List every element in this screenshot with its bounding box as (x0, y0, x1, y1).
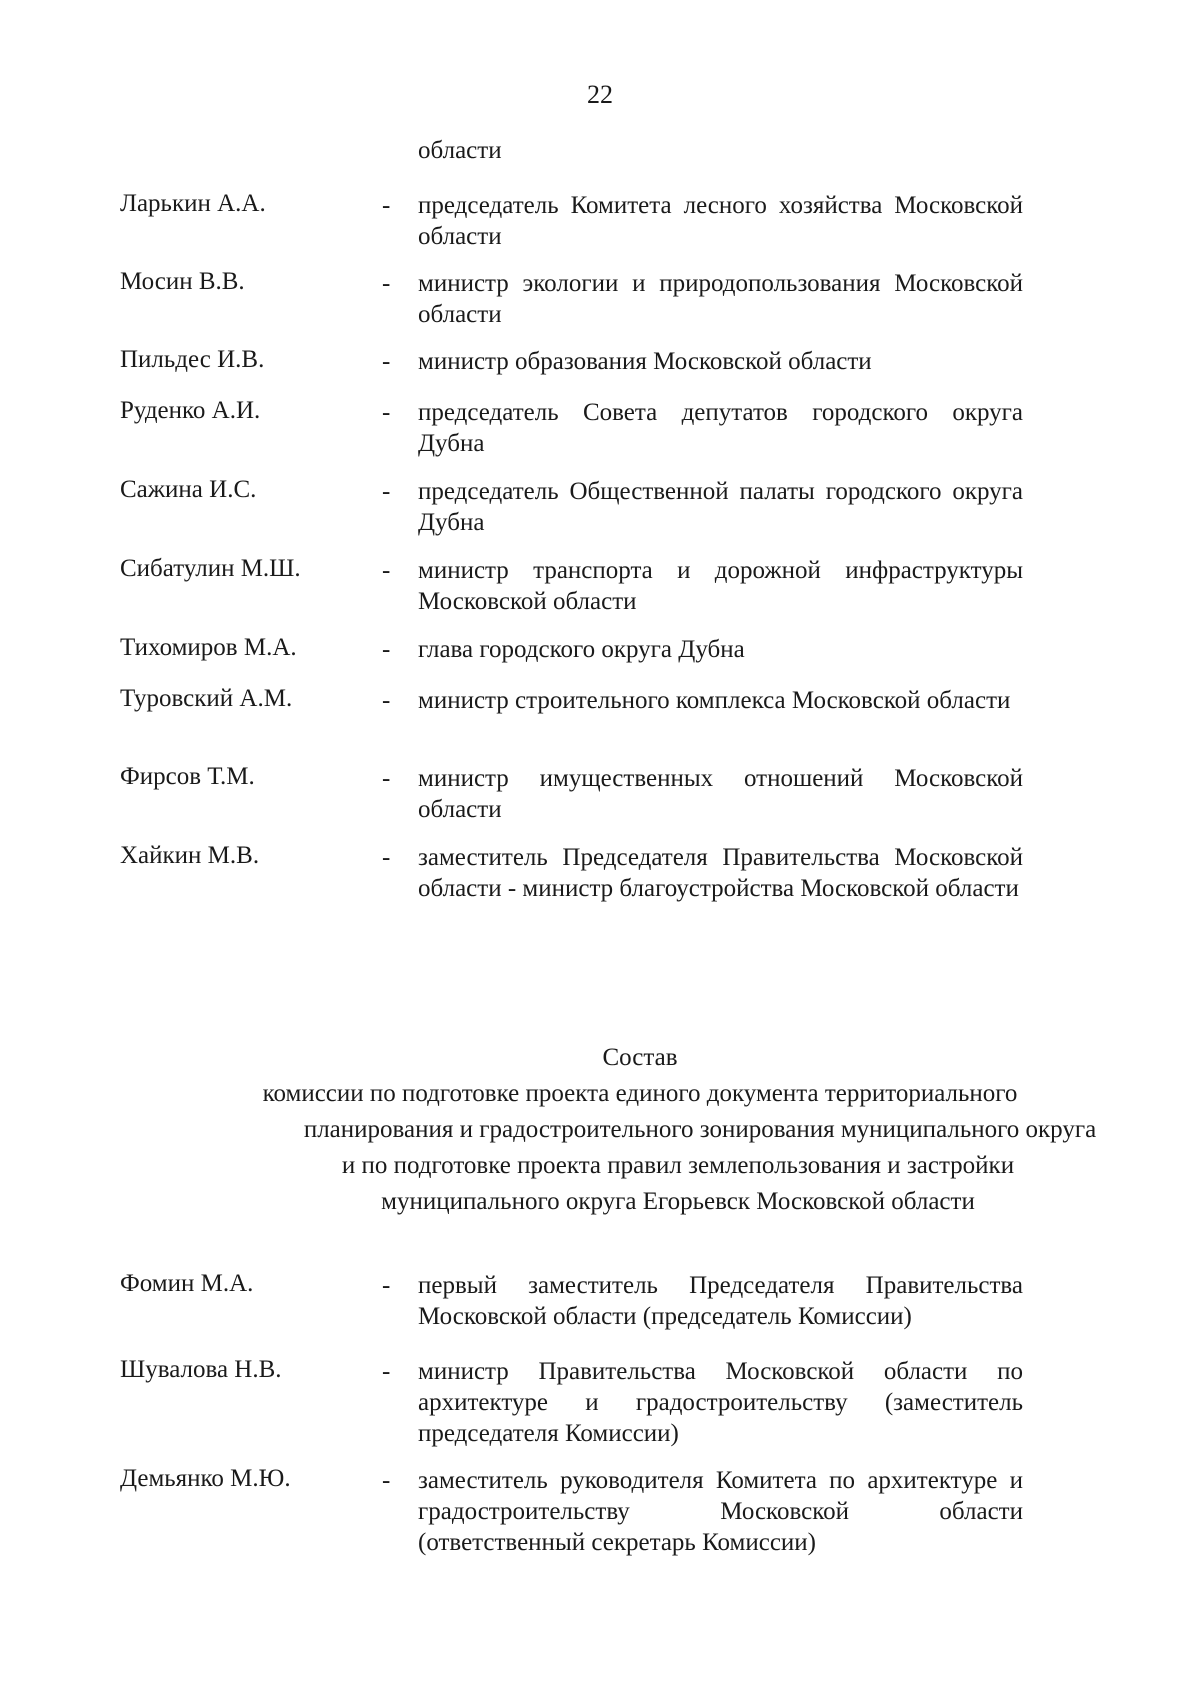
member-name: Тихомиров М.А. (120, 634, 297, 661)
member-dash: - (382, 687, 391, 714)
section-line: планирования и градостроительного зонирования муниципального округа (303, 1116, 1097, 1143)
member-role: министр Правительства Московской области по архитектуре и градостроительству (заместитель председателя Комиссии) (418, 1358, 1023, 1447)
member-role: председатель Комитета лесного хозяйства Московской области (418, 192, 1023, 250)
member-role: министр транспорта и дорожной инфраструктуры Московской области (418, 557, 1023, 615)
member-name: Мосин В.В. (120, 268, 245, 295)
member-role: министр строительного комплекса Московской области (418, 687, 1011, 714)
member-name: Сажина И.С. (120, 476, 257, 503)
member-name: Сибатулин М.Ш. (120, 555, 301, 582)
member-role: министр экологии и природопользования Московской области (418, 270, 1023, 328)
section-title: Состав (602, 1044, 678, 1071)
member-name: Шувалова Н.В. (120, 1356, 282, 1383)
member-dash: - (382, 844, 391, 871)
member-role: министр имущественных отношений Московской области (418, 765, 1023, 823)
member-name: Туровский А.М. (120, 685, 293, 712)
section-line: комиссии по подготовке проекта единого документа территориального (262, 1080, 1018, 1107)
member-name: Фирсов Т.М. (120, 763, 255, 790)
member-dash: - (382, 1358, 391, 1385)
continuation-text: области (418, 137, 502, 164)
member-dash: - (382, 270, 391, 297)
member-dash: - (382, 348, 391, 375)
member-dash: - (382, 399, 391, 426)
member-name: Ларькин А.А. (120, 190, 266, 217)
member-name: Хайкин М.В. (120, 842, 260, 869)
member-dash: - (382, 1467, 391, 1494)
member-role: первый заместитель Председателя Правительства Московской области (председатель Комиссии) (418, 1272, 1023, 1330)
page-number: 22 (587, 80, 613, 109)
member-role: заместитель Председателя Правительства Московской области - министр благоустройства Московской области (418, 844, 1023, 902)
member-dash: - (382, 192, 391, 219)
member-dash: - (382, 636, 391, 663)
member-role: министр образования Московской области (418, 348, 872, 375)
member-dash: - (382, 1272, 391, 1299)
member-name: Фомин М.А. (120, 1270, 254, 1297)
member-dash: - (382, 478, 391, 505)
member-dash: - (382, 765, 391, 792)
member-name: Демьянко М.Ю. (120, 1465, 291, 1492)
section-line: и по подготовке проекта правил землепользования и застройки (341, 1152, 1015, 1179)
member-role: председатель Совета депутатов городского округа Дубна (418, 399, 1023, 457)
member-dash: - (382, 557, 391, 584)
member-name: Руденко А.И. (120, 397, 261, 424)
member-role: председатель Общественной палаты городского округа Дубна (418, 478, 1023, 536)
member-role: заместитель руководителя Комитета по архитектуре и градостроительству Московской области (ответственный секретарь Комиссии) (418, 1467, 1023, 1556)
member-name: Пильдес И.В. (120, 346, 265, 373)
section-line: муниципального округа Егорьевск Московской области (381, 1188, 975, 1215)
member-role: глава городского округа Дубна (418, 636, 745, 663)
section-heading (190, 1040, 1097, 1220)
